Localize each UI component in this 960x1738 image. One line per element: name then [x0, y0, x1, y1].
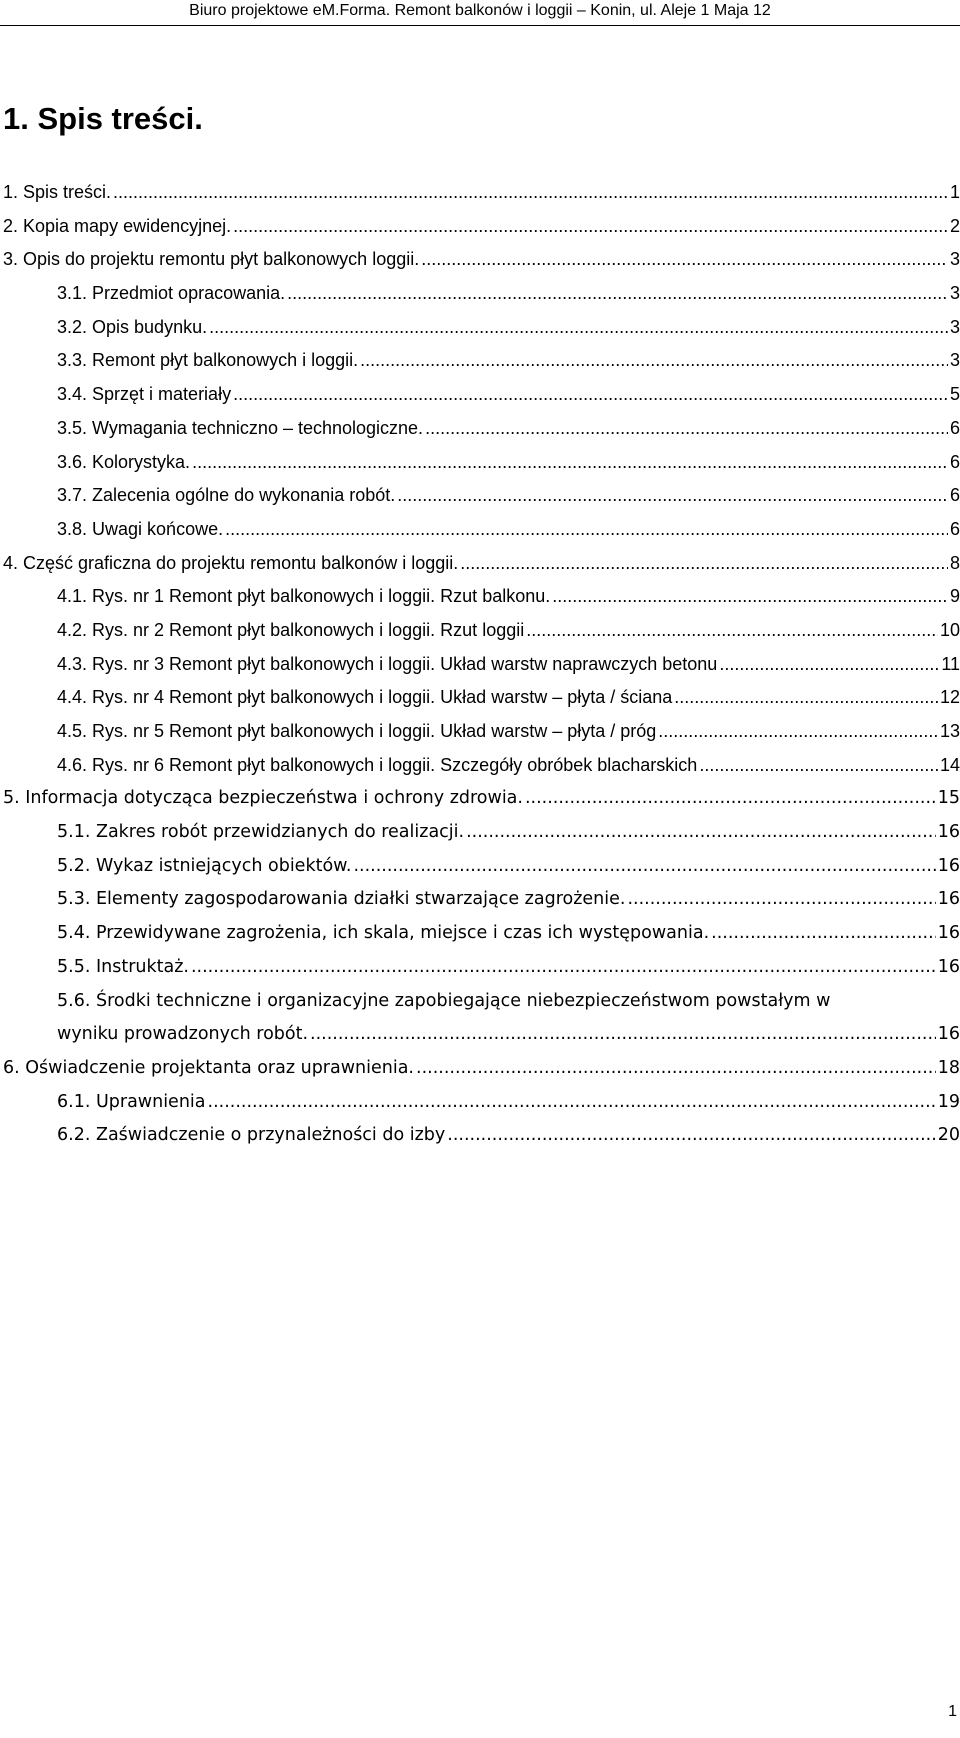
toc-entry[interactable]	[0, 311, 960, 345]
toc-entry-page: 14	[939, 754, 960, 775]
toc-entry[interactable]	[0, 412, 960, 446]
toc-entry-label: 3.8. Uwagi końcowe.	[57, 518, 224, 539]
running-header: Biuro projektowe eM.Forma. Remont balkonów i loggii – Konin, ul. Aleje 1 Maja 12	[189, 2, 771, 19]
toc-dot-leader	[310, 1018, 936, 1052]
toc-entry[interactable]	[0, 479, 960, 513]
toc-entry-page: 19	[937, 1091, 960, 1112]
toc-dot-leader	[552, 580, 948, 614]
toc-dot-leader	[658, 715, 938, 749]
toc-entry-page: 16	[937, 956, 960, 977]
toc-entry[interactable]	[0, 985, 960, 1019]
toc-dot-leader	[674, 681, 938, 715]
toc-dot-leader	[425, 412, 948, 446]
toc-entry[interactable]	[0, 446, 960, 480]
toc-entry-label: 3. Opis do projektu remontu płyt balkonowych loggii.	[3, 249, 420, 270]
toc-entry-label: 6.2. Zaświadczenie o przynależności do izby	[57, 1125, 446, 1146]
toc-dot-leader	[208, 1086, 936, 1120]
toc-entry-label: 4.6. Rys. nr 6 Remont płyt balkonowych i loggii. Szczegóły obróbek blacharskich	[57, 754, 698, 775]
toc-entry[interactable]	[0, 1018, 960, 1052]
toc-entry[interactable]	[0, 1086, 960, 1120]
toc-entry-page: 16	[937, 822, 960, 843]
toc-entry[interactable]	[0, 850, 960, 884]
toc-entry[interactable]	[0, 513, 960, 547]
toc-dot-leader	[192, 446, 948, 480]
toc-entry[interactable]	[0, 715, 960, 749]
toc-entry-label: 5.3. Elementy zagospodarowania działki stwarzające zagrożenie.	[57, 889, 626, 910]
toc-entry-page: 3	[949, 350, 960, 371]
toc-entry-label: 4. Część graficzna do projektu remontu balkonów i loggii.	[3, 552, 459, 573]
toc-entry-label: wyniku prowadzonych robót.	[57, 1024, 309, 1045]
toc-entry[interactable]	[0, 176, 960, 210]
toc-entry-page: 6	[949, 417, 960, 438]
toc-entry-page: 1	[949, 182, 960, 202]
toc-dot-leader	[447, 1119, 935, 1153]
toc-entry-page: 6	[949, 518, 960, 539]
toc-entry[interactable]	[0, 883, 960, 917]
toc-entry-label: 3.5. Wymagania techniczno – technologiczne.	[57, 417, 424, 438]
toc-entry-page: 2	[949, 215, 960, 236]
toc-entry-label: 1. Spis treści.	[3, 182, 112, 202]
toc-entry-page: 11	[941, 653, 960, 674]
toc-entry-page: 16	[937, 1024, 960, 1045]
toc-dot-leader	[526, 614, 938, 648]
toc-entry-label: 4.5. Rys. nr 5 Remont płyt balkonowych i loggii. Układ warstw – płyta / próg	[57, 721, 657, 741]
toc-entry-label: 4.2. Rys. nr 2 Remont płyt balkonowych i loggii. Rzut loggii	[57, 619, 525, 640]
toc-entry[interactable]	[0, 580, 960, 614]
toc-entry-label: 3.3. Remont płyt balkonowych i loggii.	[57, 350, 359, 371]
toc-entry-page: 15	[937, 788, 960, 809]
toc-entry-page: 3	[949, 316, 960, 337]
toc-entry-label: 5.6. Środki techniczne i organizacyjne zapobiegające niebezpieczeństwom powstałym w	[57, 990, 831, 1011]
toc-entry-label: 2. Kopia mapy ewidencyjnej.	[3, 215, 232, 236]
toc-entry-label: 3.2. Opis budynku.	[57, 316, 208, 337]
toc-entry-label: 3.4. Sprzęt i materiały	[57, 384, 232, 405]
toc-entry-page: 3	[949, 283, 960, 304]
toc-entry-page: 5	[949, 384, 960, 405]
toc-entry[interactable]	[0, 344, 960, 378]
toc-entry[interactable]	[0, 547, 960, 581]
toc-entry-page: 16	[937, 855, 960, 876]
toc-entry[interactable]	[0, 951, 960, 985]
toc-entry-page: 8	[949, 552, 960, 573]
toc-entry[interactable]	[0, 1119, 960, 1153]
toc-entry-page: 16	[937, 889, 960, 910]
toc-entry-label: 3.1. Przedmiot opracowania.	[57, 283, 286, 304]
toc-dot-leader	[416, 1052, 936, 1086]
toc-entry[interactable]	[0, 243, 960, 277]
toc-entry[interactable]	[0, 614, 960, 648]
toc-entry[interactable]	[0, 816, 960, 850]
toc-entry[interactable]	[0, 681, 960, 715]
toc-dot-leader	[353, 850, 935, 884]
toc-entry-label: 5.2. Wykaz istniejących obiektów.	[57, 855, 352, 876]
toc-dot-leader	[225, 513, 948, 547]
toc-dot-leader	[421, 243, 948, 277]
table-of-contents	[0, 176, 960, 1153]
toc-entry-label: 5.5. Instruktaż.	[57, 956, 189, 977]
header-divider	[0, 25, 960, 26]
toc-entry[interactable]	[0, 782, 960, 816]
toc-entry-page: 6	[949, 485, 960, 506]
toc-dot-leader	[233, 210, 948, 244]
toc-dot-leader	[699, 749, 938, 783]
toc-entry-label: 4.3. Rys. nr 3 Remont płyt balkonowych i loggii. Układ warstw naprawczych betonu	[57, 653, 718, 674]
toc-entry-page: 18	[937, 1057, 960, 1078]
toc-entry-page: 6	[949, 451, 960, 472]
toc-entry-page: 20	[937, 1125, 960, 1146]
toc-entry-page: 3	[949, 249, 960, 270]
page-title: 1. Spis treści.	[3, 101, 203, 136]
toc-entry-label: 4.4. Rys. nr 4 Remont płyt balkonowych i loggii. Układ warstw – płyta / ściana	[57, 687, 673, 708]
toc-entry-page: 13	[939, 721, 960, 741]
toc-dot-leader	[287, 277, 948, 311]
toc-entry[interactable]	[0, 1052, 960, 1086]
toc-entry-page: 16	[937, 923, 960, 944]
toc-dot-leader	[719, 648, 939, 682]
toc-entry[interactable]	[0, 648, 960, 682]
toc-dot-leader	[525, 782, 936, 816]
toc-dot-leader	[360, 344, 948, 378]
toc-entry[interactable]	[0, 378, 960, 412]
toc-entry-label: 6.1. Uprawnienia	[57, 1091, 206, 1112]
toc-dot-leader	[460, 547, 948, 581]
toc-entry-page: 9	[949, 586, 960, 607]
toc-dot-leader	[113, 176, 948, 210]
toc-dot-leader	[397, 479, 948, 513]
toc-entry-label: 6. Oświadczenie projektanta oraz uprawnienia.	[3, 1057, 414, 1078]
toc-entry[interactable]	[0, 210, 960, 244]
toc-entry-page: 12	[939, 687, 960, 708]
toc-dot-leader	[466, 816, 936, 850]
toc-entry[interactable]	[0, 917, 960, 951]
toc-dot-leader	[627, 883, 935, 917]
toc-entry-label: 4.1. Rys. nr 1 Remont płyt balkonowych i loggii. Rzut balkonu.	[57, 586, 551, 607]
toc-entry-label: 3.6. Kolorystyka.	[57, 451, 191, 472]
toc-dot-leader	[209, 311, 948, 345]
toc-entry-label: 5.1. Zakres robót przewidzianych do realizacji.	[57, 822, 465, 843]
toc-dot-leader	[711, 917, 936, 951]
toc-entry-label: 5. Informacja dotycząca bezpieczeństwa i ochrony zdrowia.	[3, 788, 523, 809]
page-number: 1	[948, 1703, 957, 1720]
toc-dot-leader	[191, 951, 936, 985]
toc-entry[interactable]	[0, 277, 960, 311]
toc-entry-page: 10	[939, 619, 960, 640]
toc-dot-leader	[233, 378, 948, 412]
toc-entry[interactable]	[0, 749, 960, 783]
toc-entry-label: 3.7. Zalecenia ogólne do wykonania robót.	[57, 485, 396, 506]
toc-entry-label: 5.4. Przewidywane zagrożenia, ich skala, miejsce i czas ich występowania.	[57, 923, 710, 944]
